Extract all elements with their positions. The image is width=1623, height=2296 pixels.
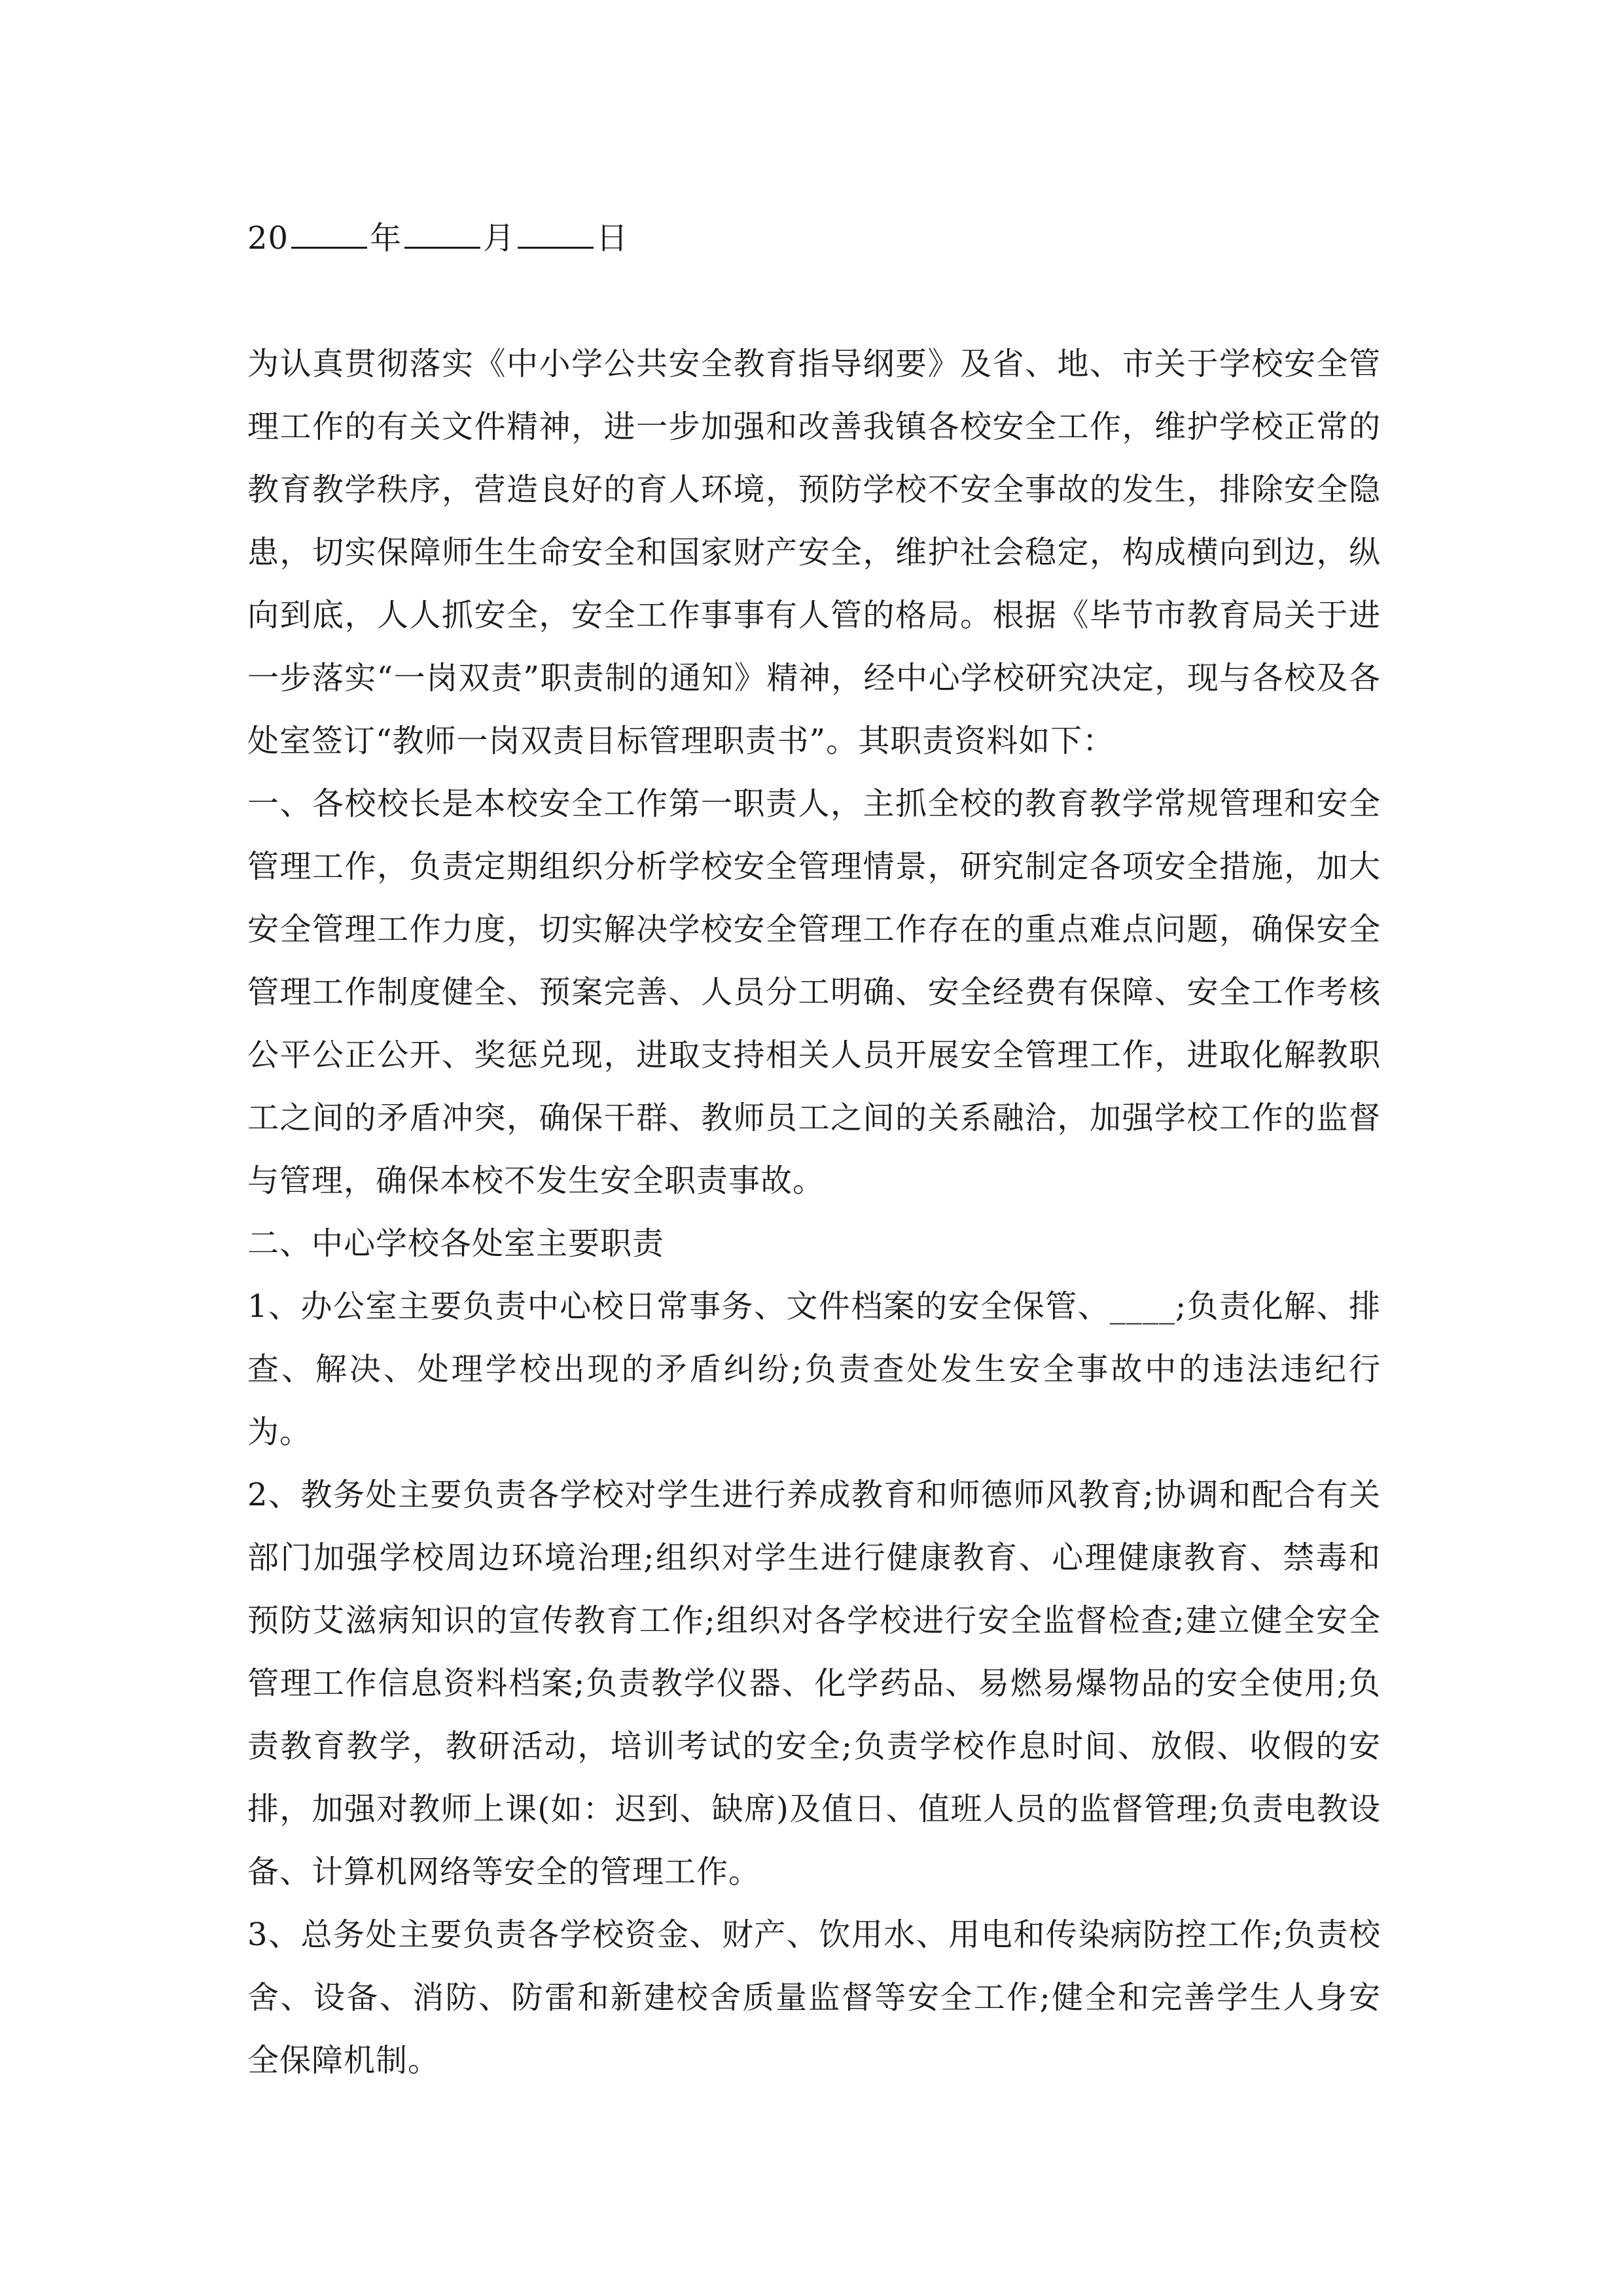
day-blank — [518, 213, 594, 249]
academic-affairs-duty-paragraph: 2、教务处主要负责各学校对学生进行养成教育和师德师风教育;协调和配合有关部门加强学校周边环境治理;组织对学生进行健康教育、心理健康教育、禁毒和预防艾滋病知识的宣传教育工作;组织对各学校进行安全监督检查;建立健全安全管理工作信息资料档案;负责教学仪器、化学药品、易燃易爆物品的安全使用;负责教育教学，教研活动，培训考试的安全;负责学校作息时间、放假、收假的安排，加强对教师上课(如：迟到、缺席)及值日、值班人员的监督管理;负责电教设备、计算机网络等安全的管理工作。 — [247, 1477, 1381, 1890]
general-affairs-duty-paragraph: 3、总务处主要负责各学校资金、财产、饮用水、用电和传染病防控工作;负责校舍、设备、消防、防雷和新建校舍质量监督等安全工作;健全和完善学生人身安全保障机制。 — [247, 1916, 1381, 2079]
principal-duty-paragraph: 一、各校校长是本校安全工作第一职责人，主抓全校的教育教学常规管理和安全管理工作，负责定期组织分析学校安全管理情景，研究制定各项安全措施，加大安全管理工作力度，切实解决学校安全管理工作存在的重点难点问题，确保安全管理工作制度健全、预案完善、人员分工明确、安全经费有保障、安全工作考核公平公正公开、奖惩兑现，进取支持相关人员开展安全管理工作，进取化解教职工之间的矛盾冲突，确保干群、教师员工之间的关系融洽，加强学校工作的监督与管理，确保本校不发生安全职责事故。 — [247, 785, 1381, 1199]
date-line — [247, 207, 1381, 270]
day-label: 日 — [596, 220, 629, 257]
year-blank — [291, 213, 367, 249]
month-blank — [404, 213, 480, 249]
month-label: 月 — [483, 220, 516, 257]
year-label: 年 — [370, 220, 402, 257]
intro-paragraph: 为认真贯彻落实《中小学公共安全教育指导纲要》及省、地、市关于学校安全管理工作的有关文件精神，进一步加强和改善我镇各校安全工作，维护学校正常的教育教学秩序，营造良好的育人环境，预防学校不安全事故的发生，排除安全隐患，切实保障师生生命安全和国家财产安全，维护社会稳定，构成横向到边，纵向到底，人人抓安全，安全工作事事有人管的格局。根据《毕节市教育局关于进一步落实“一岗双责”职责制的通知》精神，经中心学校研究决定，现与各校及各处室签订“教师一岗双责目标管理职责书”。其职责资料如下： — [247, 346, 1381, 759]
document-body — [247, 207, 1381, 2092]
office-duty-paragraph: 1、办公室主要负责中心校日常事务、文件档案的安全保管、____;负责化解、排查、解决、处理学校出现的矛盾纠纷;负责查处发生安全事故中的违法违纪行为。 — [247, 1288, 1381, 1450]
year-prefix: 20 — [247, 220, 289, 257]
section-heading-offices: 二、中心学校各处室主要职责 — [247, 1225, 665, 1262]
